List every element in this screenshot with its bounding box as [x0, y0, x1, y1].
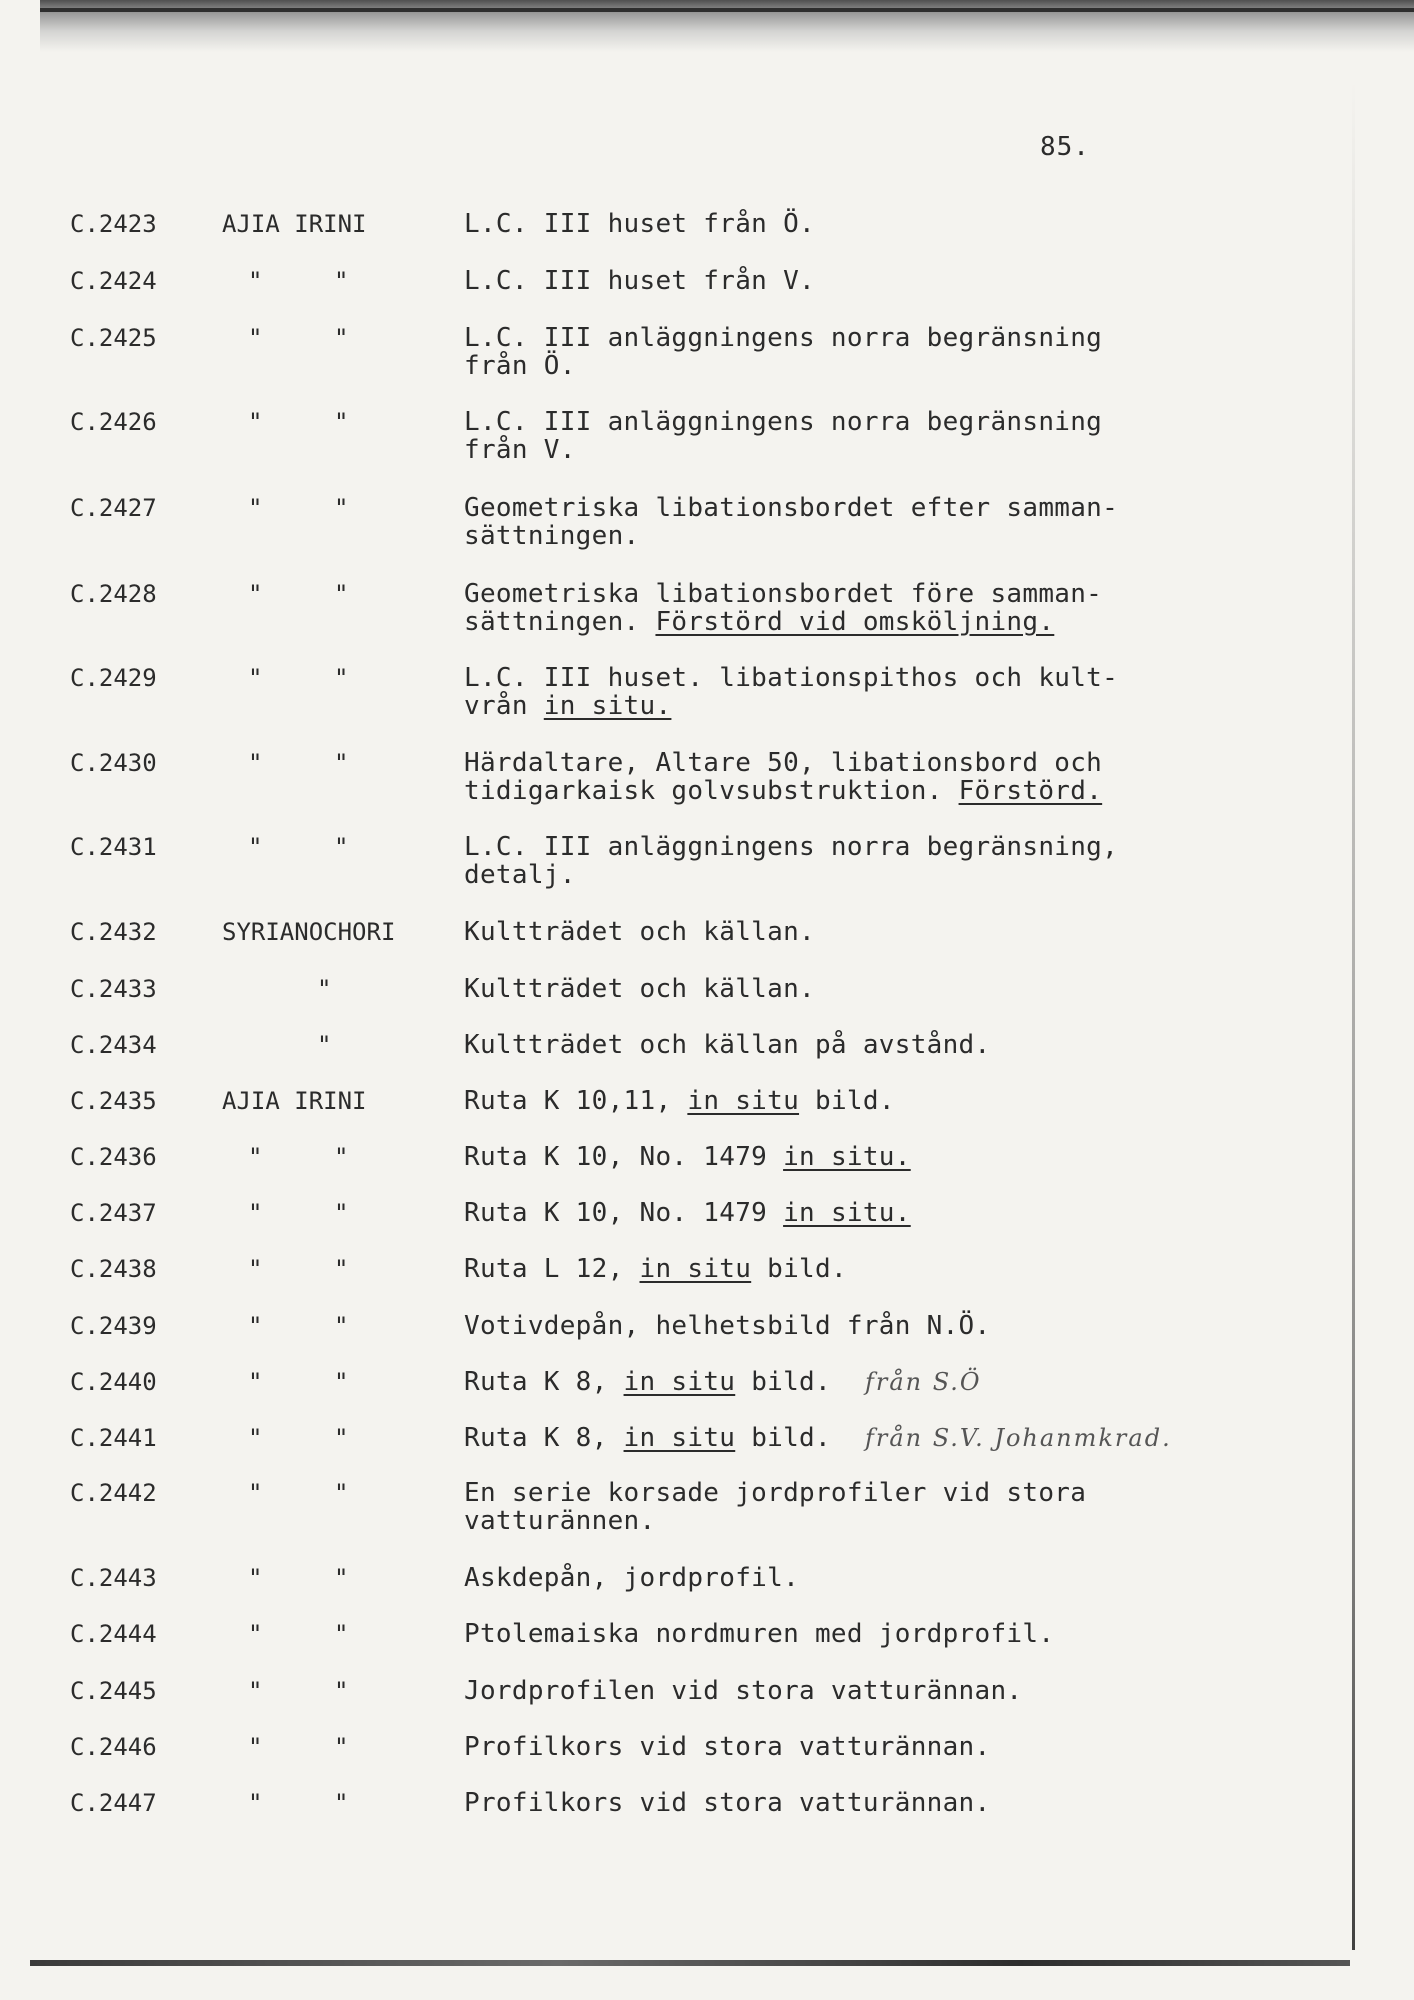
entry-description: Härdaltare, Altare 50, libationsbord och tidigarkaisk golvsubstruktion. Förstörd. — [464, 748, 1103, 806]
handwritten-annotation: från S.V. Johanmkrad. — [864, 1424, 1172, 1452]
ditto-mark: " — [248, 1564, 263, 1592]
catalog-entry — [0, 975, 1414, 1035]
entry-code: C.2431 — [70, 833, 157, 861]
underlined-note: Förstörd. — [958, 776, 1103, 806]
catalog-entry — [0, 1789, 1414, 1849]
ditto-mark: " — [248, 1479, 263, 1507]
entry-code: C.2429 — [70, 664, 157, 692]
ditto-mark: " — [248, 1677, 263, 1705]
catalog-entry — [0, 1312, 1414, 1372]
ditto-mark: " — [248, 324, 263, 352]
entry-code: C.2441 — [70, 1424, 157, 1452]
underlined-note: in situ. — [783, 1198, 911, 1228]
entry-code: C.2438 — [70, 1255, 157, 1283]
ditto-mark: " — [248, 1620, 263, 1648]
entry-code: C.2444 — [70, 1620, 157, 1648]
catalog-entry — [0, 408, 1414, 468]
ditto-mark: " — [334, 1479, 349, 1507]
ditto-mark: " — [248, 1143, 263, 1171]
entry-site: SYRIANOCHORI — [222, 918, 396, 946]
ditto-mark: " — [334, 324, 349, 352]
catalog-entry — [0, 1087, 1414, 1147]
entry-site: AJIA IRINI — [222, 210, 367, 238]
ditto-mark: " — [317, 1031, 332, 1059]
catalog-entry — [0, 1424, 1414, 1484]
entry-description: L.C. III huset från V. — [464, 266, 815, 296]
catalog-entry — [0, 1031, 1414, 1091]
ditto-mark: " — [334, 1424, 349, 1452]
entry-description: Votivdepån, helhetsbild från N.Ö. — [464, 1311, 991, 1341]
ditto-mark: " — [248, 1312, 263, 1340]
underlined-note: in situ. — [543, 691, 672, 721]
ditto-mark: " — [248, 494, 263, 522]
entry-description: Jordprofilen vid stora vatturännan. — [464, 1676, 1023, 1706]
underlined-note: in situ — [687, 1086, 800, 1116]
ditto-mark: " — [248, 1424, 263, 1452]
underlined-note: in situ — [623, 1367, 736, 1397]
ditto-mark: " — [334, 267, 349, 295]
catalog-entry — [0, 833, 1414, 893]
ditto-mark: " — [334, 749, 349, 777]
ditto-mark: " — [248, 267, 263, 295]
catalog-entry — [0, 664, 1414, 724]
handwritten-annotation: från S.Ö — [864, 1368, 982, 1396]
entry-code: C.2445 — [70, 1677, 157, 1705]
ditto-mark: " — [248, 833, 263, 861]
entry-description: Ruta K 10, No. 1479 in situ. — [464, 1198, 911, 1228]
ditto-mark: " — [334, 1620, 349, 1648]
entry-code: C.2432 — [70, 918, 157, 946]
entry-code: C.2428 — [70, 580, 157, 608]
entry-description: L.C. III anläggningens norra begränsning, detalj. — [464, 832, 1119, 890]
entry-code: C.2435 — [70, 1087, 157, 1115]
entry-description: Ruta K 8, in situ bild. från S.V. Johanmkrad. — [464, 1423, 1172, 1453]
ditto-mark: " — [334, 1312, 349, 1340]
entry-code: C.2433 — [70, 975, 157, 1003]
ditto-mark: " — [334, 1255, 349, 1283]
entry-description: Ruta K 10,11, in situ bild. — [464, 1086, 895, 1116]
entry-code: C.2442 — [70, 1479, 157, 1507]
catalog-entry — [0, 1564, 1414, 1624]
catalog-entry — [0, 1733, 1414, 1793]
entry-description: L.C. III huset. libationspithos och kult- vrån in situ. — [464, 663, 1119, 721]
ditto-mark: " — [334, 1199, 349, 1227]
underlined-note: Förstörd vid omsköljning. — [655, 607, 1055, 637]
entry-description: Ruta K 8, in situ bild. från S.Ö — [464, 1367, 982, 1397]
entry-description: Kultträdet och källan. — [464, 917, 815, 947]
entry-code: C.2424 — [70, 267, 157, 295]
catalog-entry — [0, 210, 1414, 270]
ditto-mark: " — [334, 664, 349, 692]
ditto-mark: " — [334, 1143, 349, 1171]
entry-code: C.2436 — [70, 1143, 157, 1171]
entry-code: C.2430 — [70, 749, 157, 777]
entry-description: Ruta K 10, No. 1479 in situ. — [464, 1142, 911, 1172]
entry-description: Ptolemaiska nordmuren med jordprofil. — [464, 1619, 1055, 1649]
ditto-mark: " — [334, 1368, 349, 1396]
entry-code: C.2434 — [70, 1031, 157, 1059]
ditto-mark: " — [248, 664, 263, 692]
page-number: 85. — [1040, 132, 1090, 162]
entry-description: Kultträdet och källan på avstånd. — [464, 1030, 991, 1060]
entry-description: Ruta L 12, in situ bild. — [464, 1254, 847, 1284]
ditto-mark: " — [248, 408, 263, 436]
catalog-entry — [0, 1199, 1414, 1259]
entry-description: L.C. III huset från Ö. — [464, 209, 815, 239]
entry-description: Askdepån, jordprofil. — [464, 1563, 800, 1593]
entry-code: C.2425 — [70, 324, 157, 352]
ditto-mark: " — [334, 408, 349, 436]
ditto-mark: " — [248, 1199, 263, 1227]
ditto-mark: " — [317, 975, 332, 1003]
underlined-note: in situ — [639, 1254, 752, 1284]
entry-code: C.2446 — [70, 1733, 157, 1761]
ditto-mark: " — [248, 1255, 263, 1283]
entry-code: C.2426 — [70, 408, 157, 436]
ditto-mark: " — [248, 580, 263, 608]
entry-code: C.2447 — [70, 1789, 157, 1817]
ditto-mark: " — [248, 1733, 263, 1761]
catalog-entry — [0, 1479, 1414, 1539]
entry-code: C.2439 — [70, 1312, 157, 1340]
catalog-entry — [0, 1620, 1414, 1680]
ditto-mark: " — [334, 1733, 349, 1761]
ditto-mark: " — [334, 833, 349, 861]
entry-code: C.2440 — [70, 1368, 157, 1396]
ditto-mark: " — [334, 1789, 349, 1817]
catalog-entry — [0, 749, 1414, 809]
entry-description: L.C. III anläggningens norra begränsning från V. — [464, 407, 1103, 465]
underlined-note: in situ — [623, 1423, 736, 1453]
entry-description: L.C. III anläggningens norra begränsning från Ö. — [464, 323, 1103, 381]
entry-description: Geometriska libationsbordet efter samman- sättningen. — [464, 493, 1119, 551]
catalog-entry — [0, 1143, 1414, 1203]
entry-description: Profilkors vid stora vatturännan. — [464, 1732, 991, 1762]
catalog-entry — [0, 918, 1414, 978]
catalog-entry — [0, 267, 1414, 327]
catalog-entry — [0, 1368, 1414, 1428]
entry-description: Geometriska libationsbordet före samman- sättningen. Förstörd vid omsköljning. — [464, 579, 1103, 637]
underlined-note: in situ. — [783, 1142, 911, 1172]
entry-description: En serie korsade jordprofiler vid stora vatturännen. — [464, 1478, 1087, 1536]
entry-code: C.2437 — [70, 1199, 157, 1227]
ditto-mark: " — [334, 494, 349, 522]
ditto-mark: " — [334, 1564, 349, 1592]
catalog-entry — [0, 580, 1414, 640]
catalog-entry — [0, 494, 1414, 554]
catalog-entry — [0, 324, 1414, 384]
catalog-entry — [0, 1255, 1414, 1315]
entry-code: C.2423 — [70, 210, 157, 238]
entry-site: AJIA IRINI — [222, 1087, 367, 1115]
ditto-mark: " — [248, 1368, 263, 1396]
entry-code: C.2427 — [70, 494, 157, 522]
ditto-mark: " — [334, 1677, 349, 1705]
ditto-mark: " — [248, 1789, 263, 1817]
entry-description: Kultträdet och källan. — [464, 974, 815, 1004]
entry-code: C.2443 — [70, 1564, 157, 1592]
ditto-mark: " — [248, 749, 263, 777]
ditto-mark: " — [334, 580, 349, 608]
entry-description: Profilkors vid stora vatturännan. — [464, 1788, 991, 1818]
catalog-entry — [0, 1677, 1414, 1737]
